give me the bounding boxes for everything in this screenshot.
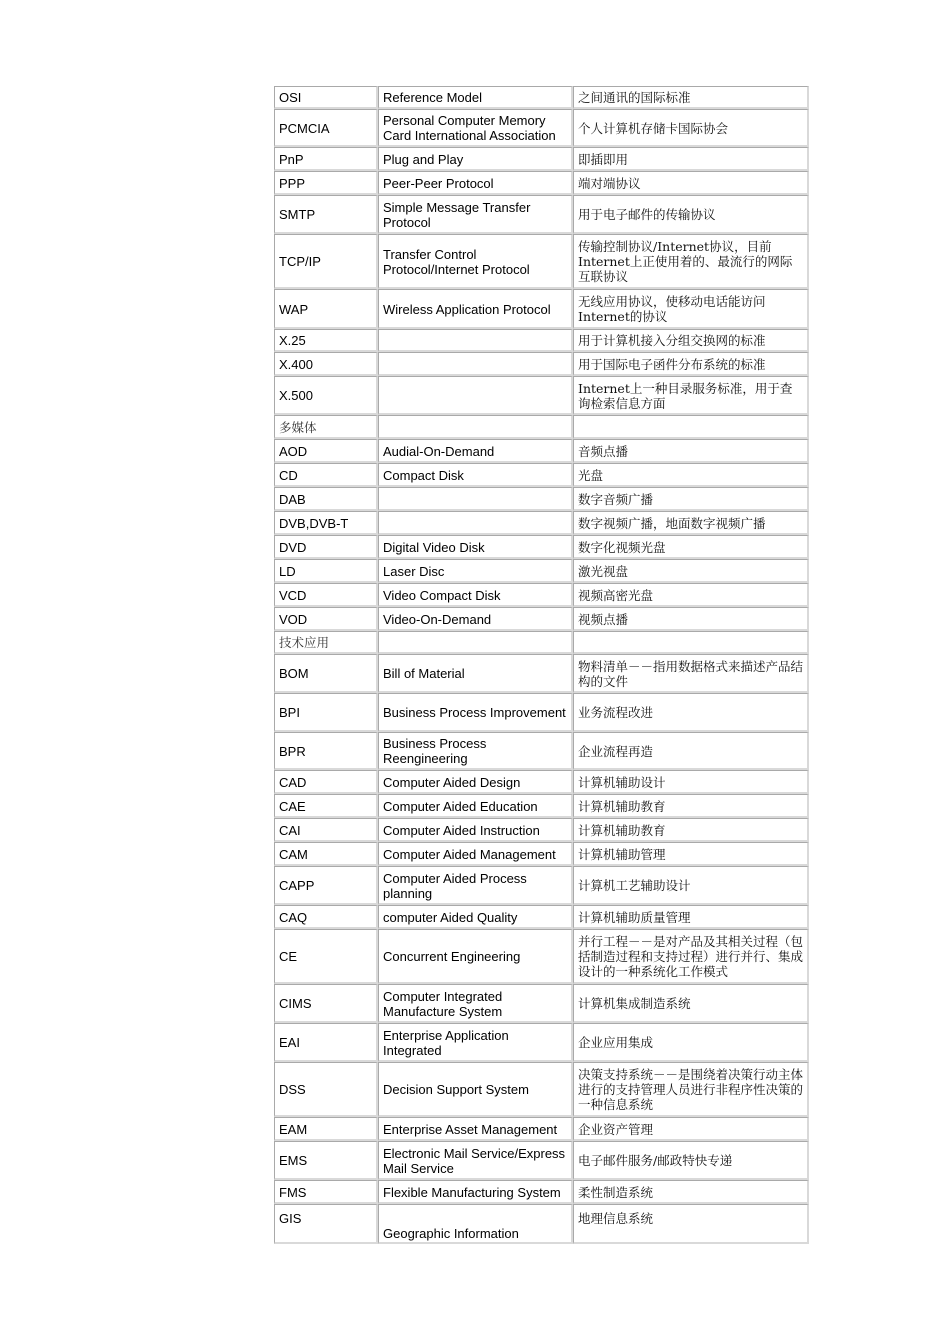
glossary-row <box>274 905 809 929</box>
glossary-row <box>274 289 809 329</box>
chinese-definition-cell: 用于计算机接入分组交换网的标准 <box>573 329 809 352</box>
chinese-definition-cell: 数字视频广播，地面数字视频广播 <box>573 511 809 535</box>
abbreviation-cell: 技术应用 <box>274 631 378 654</box>
abbreviation-cell: CAE <box>274 794 378 818</box>
english-term-cell: Computer Aided Instruction <box>378 818 573 842</box>
abbreviation-cell: EAI <box>274 1023 378 1062</box>
english-term-cell: Plug and Play <box>378 147 573 171</box>
english-term-cell <box>378 415 573 439</box>
english-term-cell: Computer Aided Education <box>378 794 573 818</box>
section-header-row <box>274 631 809 654</box>
abbreviation-cell: DSS <box>274 1062 378 1117</box>
english-term-cell: Simple Message Transfer Protocol <box>378 195 573 234</box>
abbreviation-cell: DVD <box>274 535 378 559</box>
english-term-cell: Reference Model <box>378 86 573 109</box>
english-term-cell: Computer Aided Design <box>378 770 573 794</box>
glossary-row <box>274 1204 809 1244</box>
english-term-cell: Geographic Information <box>378 1204 573 1244</box>
chinese-definition-cell: 用于国际电子函件分布系统的标准 <box>573 352 809 376</box>
chinese-definition-cell: 数字音频广播 <box>573 487 809 511</box>
chinese-definition-cell: 电子邮件服务/邮政特快专递 <box>573 1141 809 1180</box>
chinese-definition-cell: 端对端协议 <box>573 171 809 195</box>
glossary-row <box>274 1180 809 1204</box>
english-term-cell: Electronic Mail Service/Express Mail Service <box>378 1141 573 1180</box>
english-term-cell <box>378 511 573 535</box>
glossary-row <box>274 818 809 842</box>
english-term-cell: Video-On-Demand <box>378 607 573 631</box>
abbreviation-cell: CAM <box>274 842 378 866</box>
abbreviation-cell: CAPP <box>274 866 378 905</box>
chinese-definition-cell: 音频点播 <box>573 439 809 463</box>
glossary-row <box>274 352 809 376</box>
english-term-cell: Bill of Material <box>378 654 573 693</box>
abbreviation-cell: SMTP <box>274 195 378 234</box>
chinese-definition-cell: 个人计算机存储卡国际协会 <box>573 109 809 147</box>
chinese-definition-cell: 之间通讯的国际标准 <box>573 86 809 109</box>
glossary-row <box>274 693 809 732</box>
glossary-row <box>274 1141 809 1180</box>
glossary-row <box>274 770 809 794</box>
abbreviation-cell: GIS <box>274 1204 378 1244</box>
english-term-cell: Enterprise Asset Management <box>378 1117 573 1141</box>
english-term-cell: Personal Computer Memory Card International Association <box>378 109 573 147</box>
english-term-cell: Enterprise Application Integrated <box>378 1023 573 1062</box>
glossary-row <box>274 86 809 109</box>
chinese-definition-cell: 视频高密光盘 <box>573 583 809 607</box>
chinese-definition-cell: 计算机辅助设计 <box>573 770 809 794</box>
abbreviation-cell: CAI <box>274 818 378 842</box>
glossary-row <box>274 794 809 818</box>
english-term-cell: Compact Disk <box>378 463 573 487</box>
glossary-row <box>274 171 809 195</box>
chinese-definition-cell: 无线应用协议，使移动电话能访问Internet的协议 <box>573 289 809 329</box>
english-term-cell: Business Process Reengineering <box>378 732 573 770</box>
abbreviation-cell: X.500 <box>274 376 378 415</box>
chinese-definition-cell: 计算机工艺辅助设计 <box>573 866 809 905</box>
glossary-row <box>274 559 809 583</box>
chinese-definition-cell: 用于电子邮件的传输协议 <box>573 195 809 234</box>
chinese-definition-cell: 企业资产管理 <box>573 1117 809 1141</box>
glossary-table <box>274 86 809 1244</box>
chinese-definition-cell: 并行工程－－是对产品及其相关过程（包括制造过程和支持过程）进行并行、集成设计的一种系统化工作模式 <box>573 929 809 984</box>
english-term-cell: computer Aided Quality <box>378 905 573 929</box>
chinese-definition-cell: 光盘 <box>573 463 809 487</box>
chinese-definition-cell: 视频点播 <box>573 607 809 631</box>
abbreviation-cell: CAQ <box>274 905 378 929</box>
abbreviation-cell: OSI <box>274 86 378 109</box>
abbreviation-cell: CAD <box>274 770 378 794</box>
glossary-row <box>274 1062 809 1117</box>
chinese-definition-cell: 计算机辅助教育 <box>573 794 809 818</box>
abbreviation-cell: BOM <box>274 654 378 693</box>
glossary-row <box>274 583 809 607</box>
abbreviation-cell: PPP <box>274 171 378 195</box>
glossary-row <box>274 329 809 352</box>
english-term-cell <box>378 631 573 654</box>
chinese-definition-cell <box>573 415 809 439</box>
english-term-cell: Computer Integrated Manufacture System <box>378 984 573 1023</box>
english-term-cell <box>378 376 573 415</box>
english-term-cell: Video Compact Disk <box>378 583 573 607</box>
english-term-cell <box>378 352 573 376</box>
glossary-row <box>274 147 809 171</box>
chinese-definition-cell: 物料清单－－指用数据格式来描述产品结构的文件 <box>573 654 809 693</box>
english-term-cell: Laser Disc <box>378 559 573 583</box>
glossary-row <box>274 654 809 693</box>
abbreviation-cell: PnP <box>274 147 378 171</box>
chinese-definition-cell: 激光视盘 <box>573 559 809 583</box>
english-term-cell: Computer Aided Process planning <box>378 866 573 905</box>
glossary-row <box>274 535 809 559</box>
glossary-row <box>274 732 809 770</box>
english-term-cell: Peer-Peer Protocol <box>378 171 573 195</box>
glossary-row <box>274 109 809 147</box>
glossary-body <box>274 86 809 1244</box>
abbreviation-cell: EMS <box>274 1141 378 1180</box>
glossary-row <box>274 607 809 631</box>
abbreviation-cell: PCMCIA <box>274 109 378 147</box>
chinese-definition-cell: Internet上一种目录服务标准，用于查询检索信息方面 <box>573 376 809 415</box>
abbreviation-cell: BPR <box>274 732 378 770</box>
glossary-row <box>274 1023 809 1062</box>
english-term-cell <box>378 487 573 511</box>
chinese-definition-cell: 计算机集成制造系统 <box>573 984 809 1023</box>
glossary-row <box>274 376 809 415</box>
english-term-cell <box>378 329 573 352</box>
chinese-definition-cell: 柔性制造系统 <box>573 1180 809 1204</box>
abbreviation-cell: X.25 <box>274 329 378 352</box>
abbreviation-cell: VCD <box>274 583 378 607</box>
abbreviation-cell: TCP/IP <box>274 234 378 289</box>
abbreviation-cell: WAP <box>274 289 378 329</box>
abbreviation-cell: AOD <box>274 439 378 463</box>
glossary-row <box>274 511 809 535</box>
glossary-row <box>274 463 809 487</box>
glossary-page <box>274 86 809 1244</box>
abbreviation-cell: DAB <box>274 487 378 511</box>
chinese-definition-cell: 即插即用 <box>573 147 809 171</box>
english-term-cell: Digital Video Disk <box>378 535 573 559</box>
abbreviation-cell: BPI <box>274 693 378 732</box>
english-term-cell: Business Process Improvement <box>378 693 573 732</box>
chinese-definition-cell: 传输控制协议/Internet协议，目前Internet上正使用着的、最流行的网际互联协议 <box>573 234 809 289</box>
glossary-row <box>274 234 809 289</box>
abbreviation-cell: CIMS <box>274 984 378 1023</box>
abbreviation-cell: CE <box>274 929 378 984</box>
chinese-definition-cell: 地理信息系统 <box>573 1204 809 1244</box>
english-term-cell: Flexible Manufacturing System <box>378 1180 573 1204</box>
glossary-row <box>274 487 809 511</box>
abbreviation-cell: DVB,DVB-T <box>274 511 378 535</box>
chinese-definition-cell: 决策支持系统－－是围绕着决策行动主体进行的支持管理人员进行非程序性决策的一种信息系统 <box>573 1062 809 1117</box>
glossary-row <box>274 866 809 905</box>
chinese-definition-cell <box>573 631 809 654</box>
abbreviation-cell: CD <box>274 463 378 487</box>
english-term-cell: Decision Support System <box>378 1062 573 1117</box>
chinese-definition-cell: 计算机辅助教育 <box>573 818 809 842</box>
abbreviation-cell: FMS <box>274 1180 378 1204</box>
chinese-definition-cell: 企业应用集成 <box>573 1023 809 1062</box>
abbreviation-cell: 多媒体 <box>274 415 378 439</box>
english-term-cell: Wireless Application Protocol <box>378 289 573 329</box>
chinese-definition-cell: 数字化视频光盘 <box>573 535 809 559</box>
section-header-row <box>274 415 809 439</box>
chinese-definition-cell: 计算机辅助管理 <box>573 842 809 866</box>
abbreviation-cell: EAM <box>274 1117 378 1141</box>
abbreviation-cell: X.400 <box>274 352 378 376</box>
glossary-row <box>274 1117 809 1141</box>
chinese-definition-cell: 计算机辅助质量管理 <box>573 905 809 929</box>
abbreviation-cell: LD <box>274 559 378 583</box>
english-term-cell: Concurrent Engineering <box>378 929 573 984</box>
chinese-definition-cell: 企业流程再造 <box>573 732 809 770</box>
glossary-row <box>274 842 809 866</box>
english-term-cell: Audial-On-Demand <box>378 439 573 463</box>
glossary-row <box>274 929 809 984</box>
glossary-row <box>274 195 809 234</box>
glossary-row <box>274 439 809 463</box>
english-term-cell: Transfer Control Protocol/Internet Protocol <box>378 234 573 289</box>
glossary-row <box>274 984 809 1023</box>
chinese-definition-cell: 业务流程改进 <box>573 693 809 732</box>
english-term-cell: Computer Aided Management <box>378 842 573 866</box>
abbreviation-cell: VOD <box>274 607 378 631</box>
